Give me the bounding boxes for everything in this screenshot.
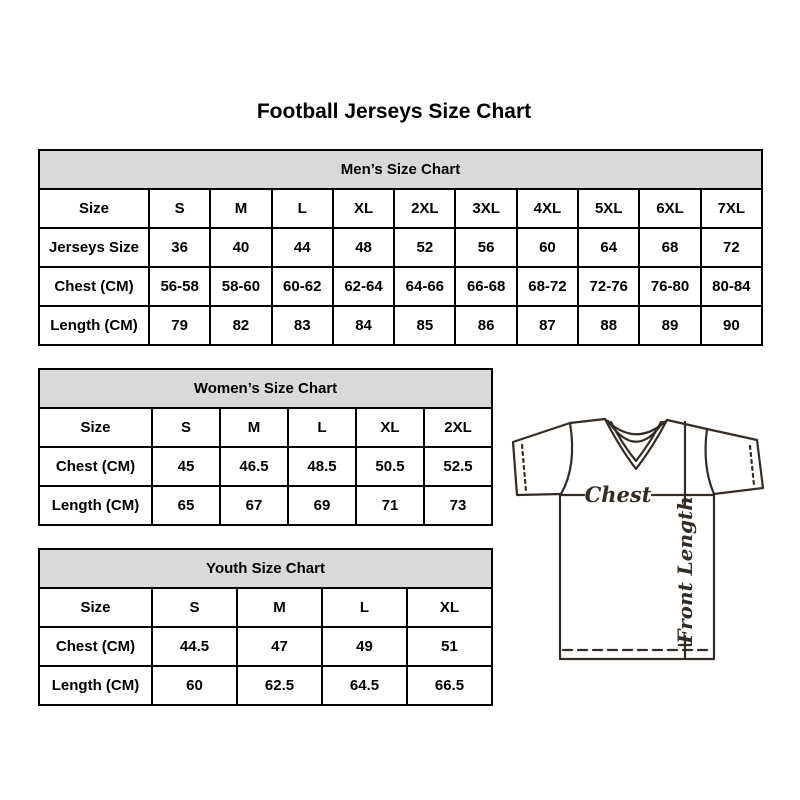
table-row — [39, 486, 492, 525]
table-row — [39, 306, 762, 345]
table-row — [39, 588, 492, 627]
row-label: Chest (CM) — [39, 627, 152, 666]
cell-value: 58-60 — [210, 267, 271, 306]
cell-value: 60 — [517, 228, 578, 267]
cell-value: S — [152, 408, 220, 447]
table-row — [39, 189, 762, 228]
cell-value: 48.5 — [288, 447, 356, 486]
cell-value: 56 — [455, 228, 516, 267]
cell-value: M — [220, 408, 288, 447]
cell-value: XL — [407, 588, 492, 627]
cell-value: 36 — [149, 228, 210, 267]
cell-value: 50.5 — [356, 447, 424, 486]
collar-band-curve-1 — [606, 420, 666, 434]
cell-value: L — [288, 408, 356, 447]
cell-value: 52 — [394, 228, 455, 267]
row-label: Size — [39, 408, 152, 447]
cell-value: 51 — [407, 627, 492, 666]
cell-value: 52.5 — [424, 447, 492, 486]
table-title: Men’s Size Chart — [39, 150, 762, 189]
cell-value: 68 — [639, 228, 700, 267]
table-row — [39, 228, 762, 267]
mens-size-table — [38, 149, 763, 346]
cell-value: XL — [356, 408, 424, 447]
cell-value: 66-68 — [455, 267, 516, 306]
front-length-label: Front Length — [673, 496, 697, 644]
table-title: Women’s Size Chart — [39, 369, 492, 408]
youth-size-table — [38, 548, 493, 706]
cell-value: S — [149, 189, 210, 228]
page-title: Football Jerseys Size Chart — [256, 100, 532, 123]
cell-value: 84 — [333, 306, 394, 345]
cell-value: 76-80 — [639, 267, 700, 306]
cell-value: 82 — [210, 306, 271, 345]
chest-label: Chest — [584, 482, 652, 507]
row-label: Chest (CM) — [39, 447, 152, 486]
cell-value: 60 — [152, 666, 237, 705]
cell-value: 68-72 — [517, 267, 578, 306]
cell-value: 86 — [455, 306, 516, 345]
cell-value: 2XL — [424, 408, 492, 447]
cell-value: L — [272, 189, 333, 228]
cell-value: XL — [333, 189, 394, 228]
cell-value: 85 — [394, 306, 455, 345]
table-row — [39, 267, 762, 306]
cell-value: 64 — [578, 228, 639, 267]
cell-value: 46.5 — [220, 447, 288, 486]
cell-value: 44 — [272, 228, 333, 267]
row-label: Jerseys Size — [39, 228, 149, 267]
table-title: Youth Size Chart — [39, 549, 492, 588]
cell-value: 88 — [578, 306, 639, 345]
cell-value: 67 — [220, 486, 288, 525]
cell-value: M — [237, 588, 322, 627]
jersey-measurement-diagram — [500, 398, 780, 690]
right-cuff-dotted-line — [750, 446, 754, 485]
row-label: Size — [39, 588, 152, 627]
cell-value: 64-66 — [394, 267, 455, 306]
cell-value: 40 — [210, 228, 271, 267]
cell-value: 62.5 — [237, 666, 322, 705]
cell-value: 80-84 — [701, 267, 762, 306]
cell-value: 2XL — [394, 189, 455, 228]
cell-value: 45 — [152, 447, 220, 486]
row-label: Chest (CM) — [39, 267, 149, 306]
row-label: Length (CM) — [39, 486, 152, 525]
cell-value: 79 — [149, 306, 210, 345]
table-row — [39, 666, 492, 705]
row-label: Size — [39, 189, 149, 228]
cell-value: 44.5 — [152, 627, 237, 666]
row-label: Length (CM) — [39, 666, 152, 705]
cell-value: 65 — [152, 486, 220, 525]
cell-value: 72 — [701, 228, 762, 267]
cell-value: 48 — [333, 228, 394, 267]
table-row — [39, 627, 492, 666]
table-row — [39, 408, 492, 447]
table-row — [39, 447, 492, 486]
cell-value: M — [210, 189, 271, 228]
cell-value: 47 — [237, 627, 322, 666]
left-cuff-dotted-line — [522, 445, 526, 491]
cell-value: 4XL — [517, 189, 578, 228]
cell-value: 87 — [517, 306, 578, 345]
cell-value: 56-58 — [149, 267, 210, 306]
cell-value: 72-76 — [578, 267, 639, 306]
cell-value: 7XL — [701, 189, 762, 228]
cell-value: 60-62 — [272, 267, 333, 306]
cell-value: 83 — [272, 306, 333, 345]
left-armhole-seam — [561, 423, 572, 494]
cell-value: 71 — [356, 486, 424, 525]
cell-value: 49 — [322, 627, 407, 666]
cell-value: 73 — [424, 486, 492, 525]
cell-value: 6XL — [639, 189, 700, 228]
right-sleeve-outline — [667, 420, 763, 494]
cell-value: 5XL — [578, 189, 639, 228]
cell-value: 62-64 — [333, 267, 394, 306]
cell-value: 69 — [288, 486, 356, 525]
cell-value: 64.5 — [322, 666, 407, 705]
cell-value: L — [322, 588, 407, 627]
womens-size-table — [38, 368, 493, 526]
cell-value: 90 — [701, 306, 762, 345]
cell-value: 66.5 — [407, 666, 492, 705]
cell-value: 89 — [639, 306, 700, 345]
row-label: Length (CM) — [39, 306, 149, 345]
cell-value: 3XL — [455, 189, 516, 228]
cell-value: S — [152, 588, 237, 627]
right-armhole-seam — [706, 429, 714, 494]
